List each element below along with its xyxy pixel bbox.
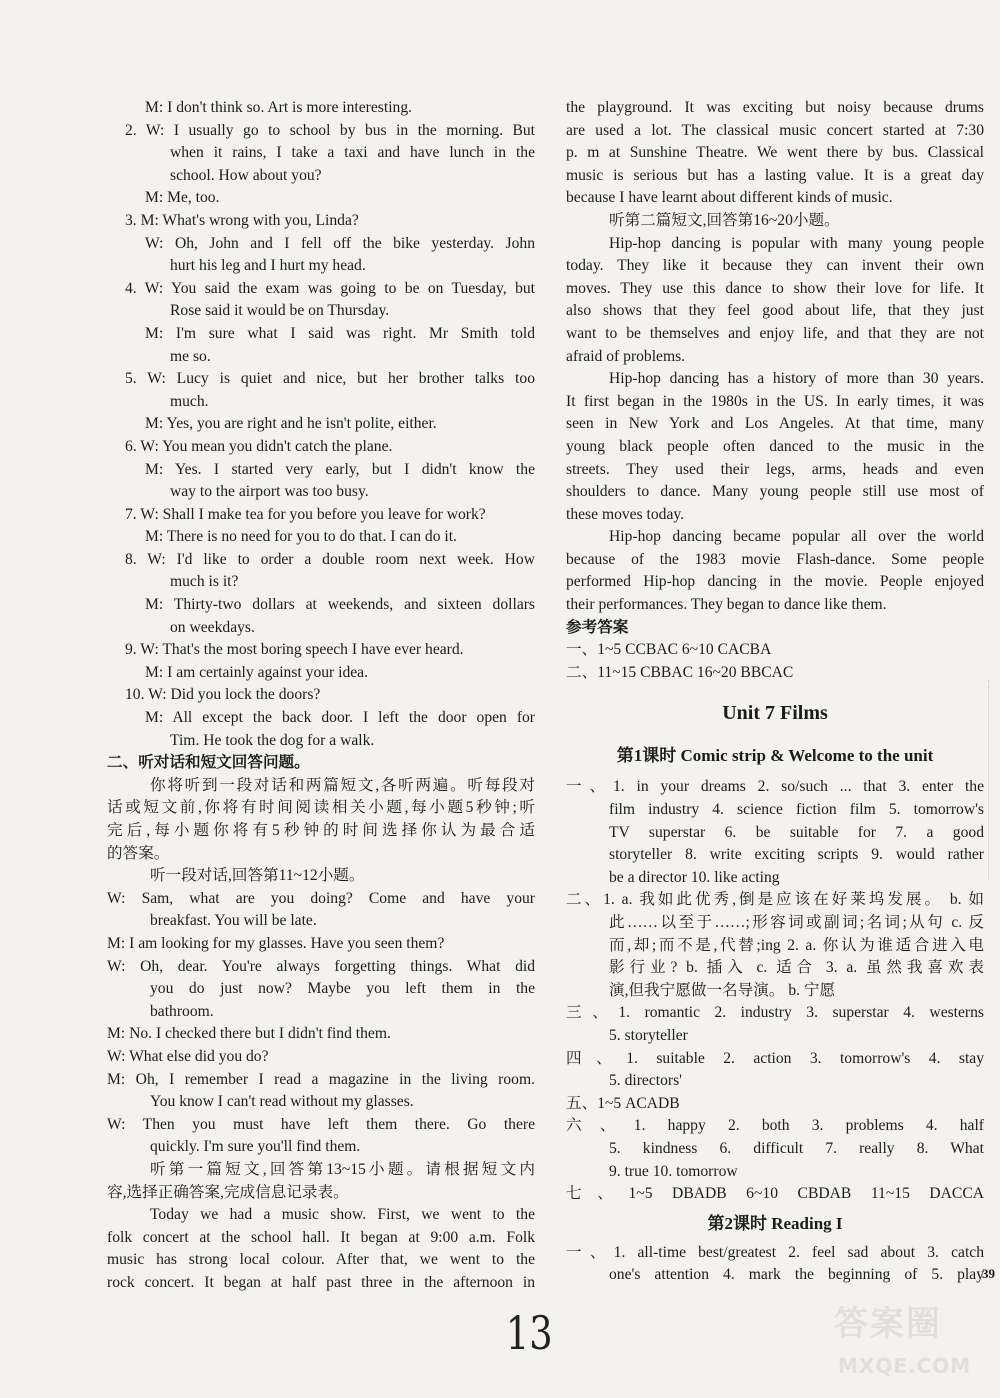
text-line: seen in New York and Los Angeles. At that time, many [566, 415, 984, 433]
text-line: 三、1. romantic 2. industry 3. superstar 4. westerns [566, 1004, 984, 1022]
text-line: 3. M: What's wrong with you, Linda? [125, 211, 359, 229]
text-line: 二、听对话和短文回答问题。 [107, 754, 310, 772]
text-line: 此……以至于……;形容词或副词;名词;从句 c. 反 [609, 914, 984, 931]
text-line: hurt his leg and I hurt my head. [170, 257, 366, 275]
text-line: way to the airport was too busy. [170, 483, 369, 501]
text-line: Hip-hop dancing became popular all over the world [609, 528, 984, 546]
watermark-logo-text: 答案圈 [834, 1304, 942, 1344]
text-line: 一、1. in your dreams 2. so/such ... that 3. enter the [566, 778, 984, 796]
text-line: their performances. They began to dance like them. [566, 596, 887, 614]
text-line: You know I can't read without my glasses. [150, 1093, 414, 1111]
text-line: 四、1. suitable 2. action 3. tomorrow's 4. stay [566, 1049, 984, 1067]
text-line: much is it? [170, 573, 239, 591]
text-line: music has strong local colour. After that, we went to the [107, 1251, 535, 1269]
text-line: Today we had a music show. First, we went to the [150, 1206, 535, 1224]
text-line: Hip-hop dancing is popular with many young people [609, 234, 984, 252]
handwritten-page-number: 13 [505, 1306, 553, 1360]
text-line: 影行业? b. 插入 c. 适合 3. a. 虽然我喜欢表 [609, 959, 984, 977]
text-line: storyteller 8. write exciting scripts 9. would rather [609, 846, 984, 864]
text-line: W: What else did you do? [107, 1047, 269, 1065]
text-line: M: I am certainly against your idea. [145, 663, 369, 681]
text-line: 完后,每小题你将有5秒钟的时间选择你认为最合适 [107, 822, 535, 839]
text-line: 4. W: You said the exam was going to be on Tuesday, but [125, 279, 535, 297]
text-line: 一、1. all-time best/greatest 2. feel sad about 3. catch [566, 1243, 984, 1261]
page-fold-line [988, 680, 993, 880]
lesson-1-title: 第1课时 Comic strip & Welcome to the unit [616, 746, 934, 766]
text-line: shoulders to dance. Many young people still use most of [566, 483, 984, 501]
text-line: M: Thirty-two dollars at weekends, and sixteen dollars [145, 596, 535, 614]
text-line: 二、11~15 CBBAC 16~20 BBCAC [566, 663, 794, 681]
text-line: film industry 4. science fiction film 5. tomorrow's [609, 801, 984, 819]
text-line: these moves today. [566, 505, 685, 523]
text-line: W: Sam, what are you doing? Come and have your [107, 889, 535, 907]
text-line: performed Hip-hop dancing in the movie. People enjoyed [566, 573, 984, 591]
text-line: 5. W: Lucy is quiet and nice, but her brother talks too [125, 370, 535, 388]
watermark-url: MXQE.COM [838, 1354, 972, 1378]
text-line: Rose said it would be on Thursday. [170, 302, 390, 320]
text-line: because I have learnt about different kinds of music. [566, 189, 893, 207]
text-line: 5. kindness 6. difficult 7. really 8. What [609, 1139, 984, 1157]
text-line: M: Yes, you are right and he isn't polite, either. [145, 415, 437, 433]
text-line: 9. true 10. tomorrow [609, 1162, 738, 1180]
text-line: bathroom. [150, 1002, 214, 1020]
text-line: 10. W: Did you lock the doors? [125, 686, 321, 704]
text-line: 9. W: That's the most boring speech I have ever heard. [125, 641, 464, 659]
text-line: It first began in the 1980s in the US. In early times, it was [566, 392, 984, 410]
text-line: 2. W: I usually go to school by bus in the morning. But [125, 121, 535, 139]
text-line: 话或短文前,你将有时间阅读相关小题,每小题5秒钟;听 [107, 799, 535, 817]
text-line: folk concert at the school hall. It began at 9:00 a.m. Folk [107, 1228, 535, 1246]
text-line: W: Oh, John and I fell off the bike yesterday. John [145, 234, 535, 252]
text-line: 而,却;而不是,代替;ing 2. a. 你认为谁适合进入电 [609, 936, 984, 954]
right-column [566, 97, 984, 1287]
text-line: W: Then you must have left them there. Go there [107, 1115, 535, 1133]
text-line: on weekdays. [170, 618, 255, 636]
text-line: music is serious but has a lasting value. It is a great day [566, 166, 984, 184]
text-line: rock concert. It began at half past three in the afternoon in [107, 1273, 535, 1291]
text-line: much. [170, 392, 209, 410]
text-line: because of the 1983 movie Flash-dance. Some people [566, 550, 984, 568]
unit-title: Unit 7 Films [722, 702, 828, 725]
text-line: W: Oh, dear. You're always forgetting things. What did [107, 957, 535, 975]
text-line: 参考答案 [566, 618, 629, 636]
text-line: M: I don't think so. Art is more interesting. [145, 99, 413, 116]
lesson-2-title: 第2课时 Reading I [707, 1213, 843, 1233]
printed-page-number: 39 [982, 1266, 995, 1281]
text-line: when it rains, I take a taxi and have lunch in the [170, 144, 535, 162]
text-line: 5. directors' [609, 1072, 682, 1090]
text-line: breakfast. You will be late. [150, 912, 317, 930]
text-line: p. m at Sunshine Theatre. We went there by bus. Classical [566, 144, 984, 162]
text-line: 五、1~5 ACADB [566, 1094, 680, 1112]
text-line: 二、1. a. 我如此优秀,倒是应该在好莱坞发展。 b. 如 [566, 891, 984, 909]
text-line: 七、1~5 DBADB 6~10 CBDAB 11~15 DACCA [566, 1185, 984, 1203]
text-line: 7. W: Shall I make tea for you before you leave for work? [125, 505, 486, 523]
text-line: also shows that they feel good about life, that they just [566, 302, 984, 320]
text-line: 听一段对话,回答第11~12小题。 [150, 867, 365, 885]
passage-continuation [566, 97, 984, 684]
text-line: M: Oh, I remember I read a magazine in the living room. [107, 1070, 535, 1088]
left-column [107, 97, 535, 1294]
text-line: you do just now? Maybe you left them in the [150, 980, 535, 998]
text-line: 听第一篇短文,回答第13~15小题。请根据短文内 [150, 1160, 535, 1178]
text-line: M: I'm sure what I said was right. Mr Smith told [145, 324, 535, 342]
text-line: want to be themselves and enjoy life, and that they are not [566, 324, 984, 342]
text-line: 8. W: I'd like to order a double room next week. How [125, 550, 535, 568]
text-line: Hip-hop dancing has a history of more than 30 years. [609, 370, 984, 388]
text-line: quickly. I'm sure you'll find them. [150, 1138, 361, 1156]
text-line: 你将听到一段对话和两篇短文,各听两遍。听每段对 [150, 776, 535, 794]
text-line: 容,选择正确答案,完成信息记录表。 [107, 1183, 349, 1201]
text-line: be a director 10. like acting [609, 868, 780, 886]
lesson-1-answers [566, 776, 984, 1205]
text-line: M: There is no need for you to do that. I can do it. [145, 528, 457, 546]
text-line: 的答案。 [107, 844, 170, 862]
text-line: me so. [170, 347, 211, 365]
text-line: are used a lot. The classical music concert started at 7:30 [566, 121, 984, 139]
text-line: the playground. It was exciting but noisy because drums [566, 99, 984, 116]
text-line: 六、1. happy 2. both 3. problems 4. half [566, 1117, 984, 1135]
lesson-2-answers [566, 1242, 984, 1287]
site-watermark [832, 1290, 1000, 1398]
text-line: 一、1~5 CCBAC 6~10 CACBA [566, 641, 772, 659]
text-line: Tim. He took the dog for a walk. [170, 731, 375, 749]
text-line: M: Yes. I started very early, but I didn't know the [145, 460, 535, 478]
text-line: school. How about you? [170, 166, 322, 184]
text-line: M: Me, too. [145, 189, 220, 207]
text-line: streets. They used their legs, arms, heads and even [566, 460, 984, 478]
text-line: M: No. I checked there but I didn't find them. [107, 1025, 391, 1043]
text-line: M: I am looking for my glasses. Have you seen them? [107, 934, 445, 952]
text-line: young black people often danced to the music in the [566, 437, 984, 455]
text-line: 6. W: You mean you didn't catch the plane. [125, 437, 393, 455]
text-line: 5. storyteller [609, 1026, 688, 1044]
text-line: moves. They use this dance to show their love for life. It [566, 279, 984, 297]
text-line: today. They like it because they can invent their own [566, 257, 984, 275]
text-line: 听第二篇短文,回答第16~20小题。 [609, 211, 840, 229]
text-line: M: All except the back door. I left the door open for [145, 709, 535, 727]
text-line: afraid of problems. [566, 347, 686, 365]
text-line: TV superstar 6. be suitable for 7. a good [609, 823, 984, 841]
text-line: 演,但我宁愿做一名导演。 b. 宁愿 [609, 981, 836, 999]
text-line: one's attention 4. mark the beginning of 5. play [609, 1266, 984, 1284]
